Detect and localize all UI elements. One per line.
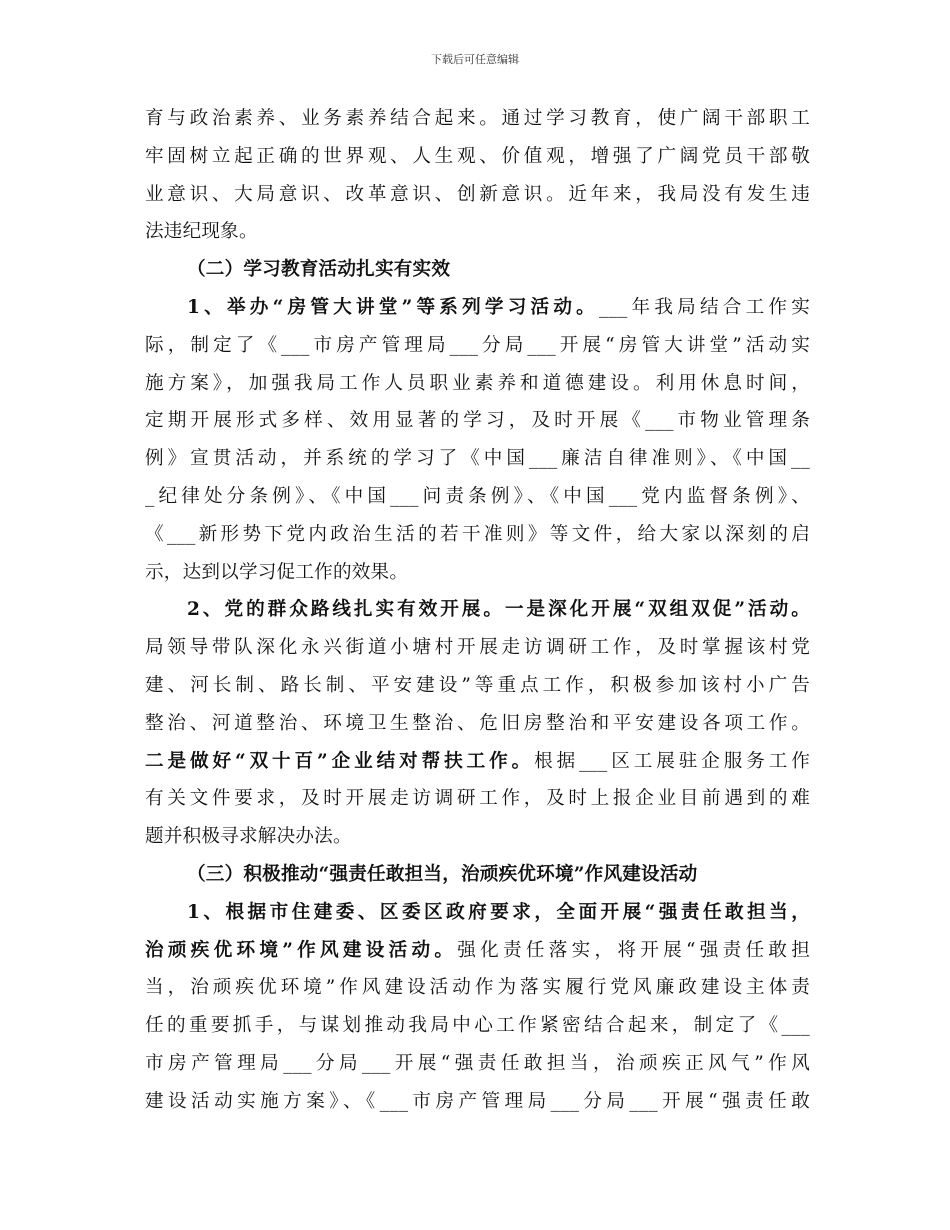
paragraph-line: 定期开展形式多样、效用显著的学习，及时开展《___市物业管理条 bbox=[145, 410, 810, 432]
paragraph-line: 施方案》，加强我局工作人员职业素养和道德建设。利用休息时间， bbox=[145, 372, 810, 394]
item-title-continued: 治顽疾优环境”作风建设活动。 bbox=[145, 939, 458, 961]
paragraph-line: 整治、河道整治、环境卫生整治、危旧房整治和平安建设各项工作。 bbox=[145, 712, 810, 734]
paragraph-line: 示，达到以学习促工作的效果。 bbox=[145, 561, 409, 583]
page-header: 下载后可任意编辑 bbox=[431, 53, 519, 66]
paragraph-line bbox=[145, 743, 810, 781]
item-text: 根据___区工展驻企服务工作 bbox=[534, 750, 810, 772]
paragraph-line: 际，制定了《___市房产管理局___分局___开展“房管大讲堂”活动实 bbox=[145, 334, 810, 356]
paragraph-line: 有关文件要求，及时开展走访调研工作，及时上报企业目前遇到的难 bbox=[145, 788, 810, 810]
section-heading: （二）学习教育活动扎实有实效 bbox=[187, 259, 451, 281]
paragraph-line bbox=[145, 932, 810, 970]
item-title: 1、举办“房管大讲堂”等系列学习活动。 bbox=[187, 296, 599, 318]
paragraph-line: 例》宣贯活动，并系统的学习了《中国___廉洁自律准则》、《中国__ bbox=[145, 448, 810, 470]
section-heading: （三）积极推动“强责任敢担当，治顽疾优环境”作风建设活动 bbox=[187, 863, 698, 885]
paragraph-line: _纪律处分条例》、《中国___问责条例》、《中国___党内监督条例》、 bbox=[145, 485, 810, 507]
paragraph-line: 当，治顽疾优环境”作风建设活动作为落实履行党风廉政建设主体责 bbox=[145, 977, 810, 999]
item-title: 1、根据市住建委、区委区政府要求，全面开展“强责任敢担当， bbox=[187, 901, 810, 923]
item-text: ___年我局结合工作实 bbox=[599, 296, 810, 318]
paragraph-line: 局领导带队深化永兴街道小塘村开展走访调研工作，及时掌握该村党 bbox=[145, 637, 810, 659]
paragraph-line: 建设活动实施方案》、《___市房产管理局___分局___开展“强责任敢 bbox=[145, 1090, 810, 1112]
paragraph-line: 业意识、大局意识、改革意识、创新意识。近年来，我局没有发生违 bbox=[145, 183, 810, 205]
paragraph-line: 市房产管理局___分局___开展“强责任敢担当，治顽疾正风气”作风 bbox=[145, 1052, 810, 1074]
paragraph-line: 建、河长制、路长制、平安建设”等重点工作，积极参加该村小广告 bbox=[145, 674, 810, 696]
item-text: 强化责任落实，将开展“强责任敢担 bbox=[457, 939, 810, 961]
item-first-line bbox=[145, 289, 810, 327]
paragraph-line: 法违纪现象。 bbox=[145, 221, 258, 243]
document-body bbox=[145, 100, 810, 1121]
paragraph-line: 育与政治素养、业务素养结合起来。通过学习教育，使广阔干部职工 bbox=[145, 108, 810, 129]
item-subtitle: 二是做好“双十百”企业结对帮扶工作。 bbox=[145, 750, 535, 772]
item-title: 2、党的群众路线扎实有效开展。一是深化开展“双组双促”活动。 bbox=[187, 599, 810, 621]
paragraph-line: 任的重要抓手，与谋划推动我局中心工作紧密结合起来，制定了《___ bbox=[145, 1015, 810, 1037]
paragraph-line: 题并积极寻求解决办法。 bbox=[145, 826, 352, 848]
paragraph-line: 牢固树立起正确的世界观、人生观、价值观，增强了广阔党员干部敬 bbox=[145, 145, 810, 167]
paragraph-line: 《___新形势下党内政治生活的若干准则》等文件，给大家以深刻的启 bbox=[145, 523, 810, 545]
